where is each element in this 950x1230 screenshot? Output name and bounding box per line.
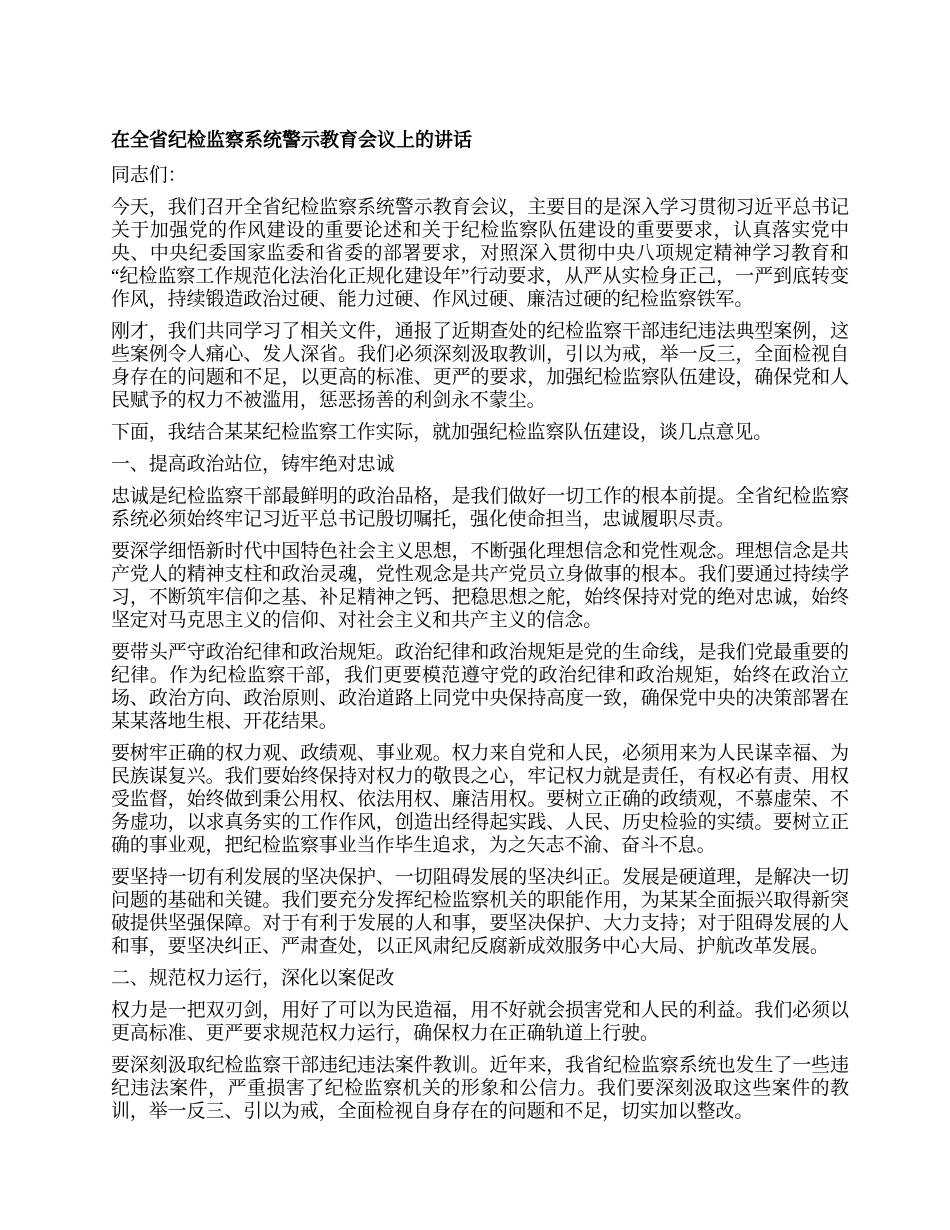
salutation: 同志们：	[111, 165, 187, 186]
paragraph: 要树牢正确的权力观、政绩观、事业观。权力来自党和人民，必须用来为人民谋幸福、为民族谋复兴。我们要始终保持对权力的敬畏之心，牢记权力就是责任，有权必有责、用权受监督，始终做到秉公用权、依法用权、廉洁用权。要树立正确的政绩观，不慕虚荣、不务虚功，以求真务实的工作作风，创造出经得起实践、人民、历史检验的实绩。要树立正确的事业观，把纪检监察事业当作毕生追求，为之矢志不渝、奋斗不息。	[111, 743, 849, 856]
paragraph: 要坚持一切有利发展的坚决保护、一切阻碍发展的坚决纠正。发展是硬道理，是解决一切问题的基础和关键。我们要充分发挥纪检监察机关的职能作用，为某某全面振兴取得新突破提供坚强保障。对于有利于发展的人和事，要坚决保护、大力支持；对于阻碍发展的人和事，要坚决纠正、严肃查处，以正风肃纪反腐新成效服务中心大局、护航改革发展。	[111, 867, 849, 957]
section-heading: 二、规范权力运行，深化以案促改	[111, 968, 395, 989]
paragraph: 要深刻汲取纪检监察干部违纪违法案件教训。近年来，我省纪检监察系统也发生了一些违纪违法案件，严重损害了纪检监察机关的形象和公信力。我们要深刻汲取这些案件的教训，举一反三、引以为戒，全面检视自身存在的问题和不足，切实加以整改。	[111, 1055, 849, 1122]
paragraph: 权力是一把双刃剑，用好了可以为民造福，用不好就会损害党和人民的利益。我们必须以更高标准、更严要求规范权力运行，确保权力在正确轨道上行驶。	[111, 1000, 849, 1044]
paragraph: 今天，我们召开全省纪检监察系统警示教育会议，主要目的是深入学习贯彻习近平总书记关于加强党的作风建设的重要论述和关于纪检监察队伍建设的重要要求，认真落实党中央、中央纪委国家监委和省委的部署要求，对照深入贯彻中央八项规定精神学习教育和“纪检监察工作规范化法治化正规化建设年”行动要求，从严从实检身正己，一严到底转变作风，持续锻造政治过硬、能力过硬、作风过硬、廉洁过硬的纪检监察铁军。	[111, 197, 849, 310]
paragraph: 要带头严守政治纪律和政治规矩。政治纪律和政治规矩是党的生命线，是我们党最重要的纪律。作为纪检监察干部，我们更要模范遵守党的政治纪律和政治规矩，始终在政治立场、政治方向、政治原则、政治道路上同党中央保持高度一致，确保党中央的决策部署在某某落地生根、开花结果。	[111, 642, 849, 732]
document-title: 在全省纪检监察系统警示教育会议上的讲话	[111, 130, 473, 151]
paragraph: 下面，我结合某某纪检监察工作实际，就加强纪检监察队伍建设，谈几点意见。	[111, 422, 773, 443]
paragraph: 刚才，我们共同学习了相关文件，通报了近期查处的纪检监察干部违纪违法典型案例，这些案例令人痛心、发人深省。我们必须深刻汲取教训，引以为戒，举一反三，全面检视自身存在的问题和不足，以更高的标准、更严的要求，加强纪检监察队伍建设，确保党和人民赋予的权力不被滥用，惩恶扬善的利剑永不蒙尘。	[111, 321, 849, 411]
paragraph: 忠诚是纪检监察干部最鲜明的政治品格，是我们做好一切工作的根本前提。全省纪检监察系统必须始终牢记习近平总书记殷切嘱托，强化使命担当，忠诚履职尽责。	[111, 486, 849, 530]
document-body	[111, 164, 849, 1123]
document-page	[111, 128, 849, 1123]
paragraph: 要深学细悟新时代中国特色社会主义思想，不断强化理想信念和党性观念。理想信念是共产党人的精神支柱和政治灵魂，党性观念是共产党员立身做事的根本。我们要通过持续学习，不断筑牢信仰之基、补足精神之钙、把稳思想之舵，始终保持对党的绝对忠诚，始终坚定对马克思主义的信仰、对社会主义和共产主义的信念。	[111, 541, 849, 631]
section-heading: 一、提高政治站位，铸牢绝对忠诚	[111, 454, 395, 475]
